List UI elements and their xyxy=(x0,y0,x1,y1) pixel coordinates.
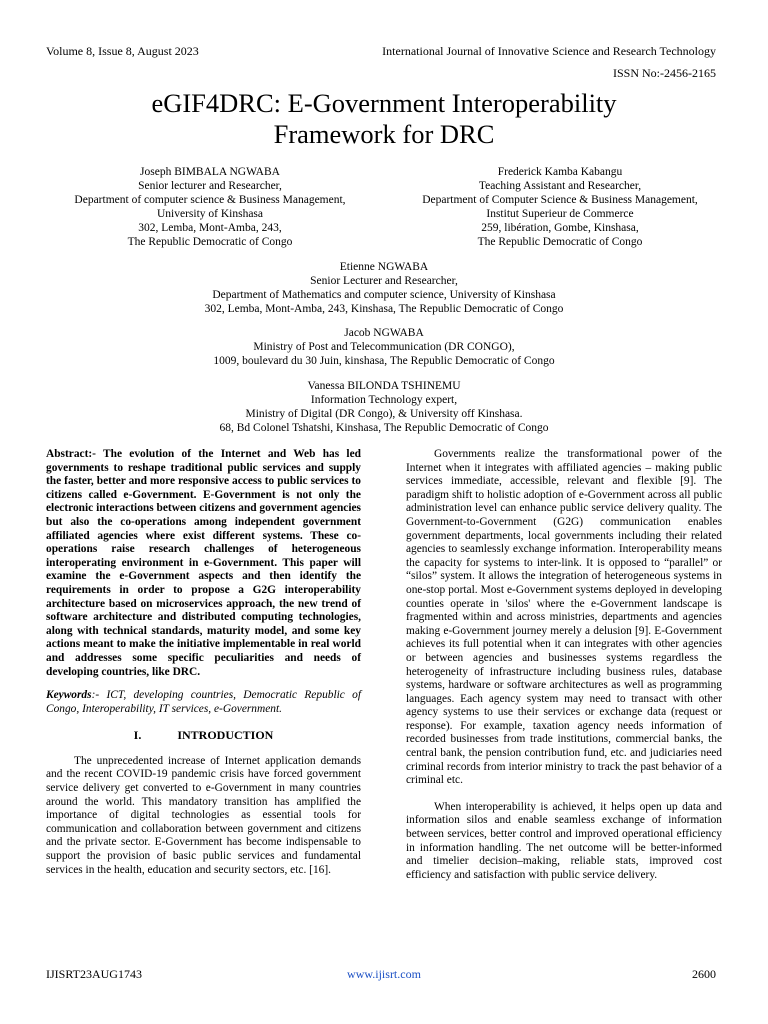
abstract: Abstract:- The evolution of the Internet and Web has led governments to reshape traditional public services and supply the faster, better and more responsive access to public services to citizens called e-Government. E-Government is not only the electronic interactions between citizens and government agencies but also the co-operations among independent government affiliated agencies where exist different systems. These co-operations raise research challenges of heterogeneous interoperating environment in e-Government. This paper will examine the e-Government aspects and then identify the requirements in order to propose a G2G interoperability architecture based on microservices approach, the new trend of software architecture and distributed computing technologies, along with technical standards, maturity model, and some key actions meant to make the initiative implementable in real world and addresses some specific peculiarities and needs of developing countries, like DRC. xyxy=(46,448,361,678)
section-heading xyxy=(46,729,361,743)
section-number: I. xyxy=(133,728,142,743)
author-address: 302, Lemba, Mont-Amba, 243, xyxy=(138,222,282,234)
author-affiliation: Ministry of Digital (DR Congo), & University off Kinshasa. xyxy=(245,408,523,420)
author-5 xyxy=(0,379,768,435)
author-role: Senior Lecturer and Researcher, xyxy=(310,275,458,287)
author-role: Teaching Assistant and Researcher, xyxy=(478,180,642,192)
author-name: Frederick Kamba Kabangu xyxy=(497,166,623,178)
keywords-label: Keywords xyxy=(46,689,92,702)
issn: ISSN No:-2456-2165 xyxy=(612,66,716,80)
author-affiliation: Ministry of Post and Telecommunication (DR CONGO), xyxy=(253,341,515,353)
author-name: Vanessa BILONDA TSHINEMU xyxy=(307,380,461,392)
keywords xyxy=(46,689,361,716)
intro-paragraph: The unprecedented increase of Internet application demands and the recent COVID-19 pandemic crisis have forced government service delivery get converted to e-Government in many countries around the world. This mandatory transition has amplified the importance of digital technologies as essential tools for communication and collaboration between government and citizens and the private sector. E-Government has become indispensable to support the provision of basic public services and fundamental services in the health, education and security sectors, etc. [16]. xyxy=(46,754,361,876)
author-dept: Department of Mathematics and computer science, University of Kinshasa xyxy=(212,289,556,301)
volume-info: Volume 8, Issue 8, August 2023 xyxy=(46,44,199,58)
body-paragraph-2: When interoperability is achieved, it helps open up data and information silos and enable seamless exchange of information between services, better control and improved operational efficiency in information handling. The net outcome will be better-informed and timelier decision–making, reliable stats, improved cost efficiency and satisfaction with public service delivery. xyxy=(406,800,722,881)
author-3 xyxy=(0,260,768,316)
paper-title xyxy=(0,88,768,150)
author-address: 68, Bd Colonel Tshatshi, Kinshasa, The Republic Democratic of Congo xyxy=(219,422,549,434)
author-address: 302, Lemba, Mont-Amba, 243, Kinshasa, The Republic Democratic of Congo xyxy=(204,303,564,315)
author-dept: Department of Computer Science & Business Management, xyxy=(422,194,698,206)
keywords-text: :- ICT, developing countries, Democratic Republic of Congo, Interoperability, IT services, e-Government. xyxy=(46,689,361,715)
author-address: 259, libération, Gombe, Kinshasa, xyxy=(481,222,639,234)
title-line-2: Framework for DRC xyxy=(273,119,495,149)
author-institution: Institut Superieur de Commerce xyxy=(486,208,634,220)
author-dept: Department of computer science & Business Management, xyxy=(74,194,346,206)
paper-id: IJISRT23AUG1743 xyxy=(46,967,142,981)
author-1 xyxy=(40,165,380,249)
author-role: Information Technology expert, xyxy=(310,394,458,406)
left-column xyxy=(46,448,361,877)
journal-name: International Journal of Innovative Science and Research Technology xyxy=(382,44,716,58)
author-country: The Republic Democratic of Congo xyxy=(477,236,643,248)
author-institution: University of Kinshasa xyxy=(156,208,264,220)
section-title: INTRODUCTION xyxy=(177,728,274,743)
author-2 xyxy=(390,165,730,249)
author-address: 1009, boulevard du 30 Juin, kinshasa, The Republic Democratic of Congo xyxy=(213,355,555,367)
author-role: Senior lecturer and Researcher, xyxy=(138,180,282,192)
author-country: The Republic Democratic of Congo xyxy=(127,236,293,248)
author-name: Etienne NGWABA xyxy=(339,261,429,273)
title-line-1: eGIF4DRC: E-Government Interoperability xyxy=(151,88,617,118)
website-link[interactable]: www.ijisrt.com xyxy=(347,967,421,981)
body-paragraph-1: Governments realize the transformational power of the Internet when it integrates with affiliated agencies – making public services immediate, accessible, relevant and flexible [9]. The paradigm shift to holistic adoption of e-Government across all public administration level can enhance public service delivery quality. The Government-to-Government (G2G) communication enables government departments, local governments including their related agencies to seamlessly exchange information. Interoperability means the capacity for systems to inter-link. It is opposed to “parallel” or “silos” system. It allows the integration of heterogeneous systems in one-stop portal. Most e-Government systems deployed in developing counties operate in 'silos' where the e-Government landscape is fragmented within and across ministries, departments and agencies making e-Government journey merely a delusion [9]. E-Government achieves its full potential when it can integrates with other agencies or between agencies and businesses systems regardless the heterogeneity of infrastructure including business rules, database systems, hardware or software architectures as well as programming languages. Each agency system may need to transact with other agency systems to use their services or exchange data (request or response). For example, taxation agency needs information of recorded businesses from trade institutions, commercial banks, the central bank, the pension contribution fund, etc. and judiciaries need criminal records from interior ministry to track the past behavior of a criminal etc. xyxy=(406,448,722,787)
author-4 xyxy=(0,326,768,368)
page-number: 2600 xyxy=(692,967,716,981)
right-column xyxy=(406,448,722,882)
author-name: Jacob NGWABA xyxy=(344,327,424,339)
author-name: Joseph BIMBALA NGWABA xyxy=(140,166,280,178)
